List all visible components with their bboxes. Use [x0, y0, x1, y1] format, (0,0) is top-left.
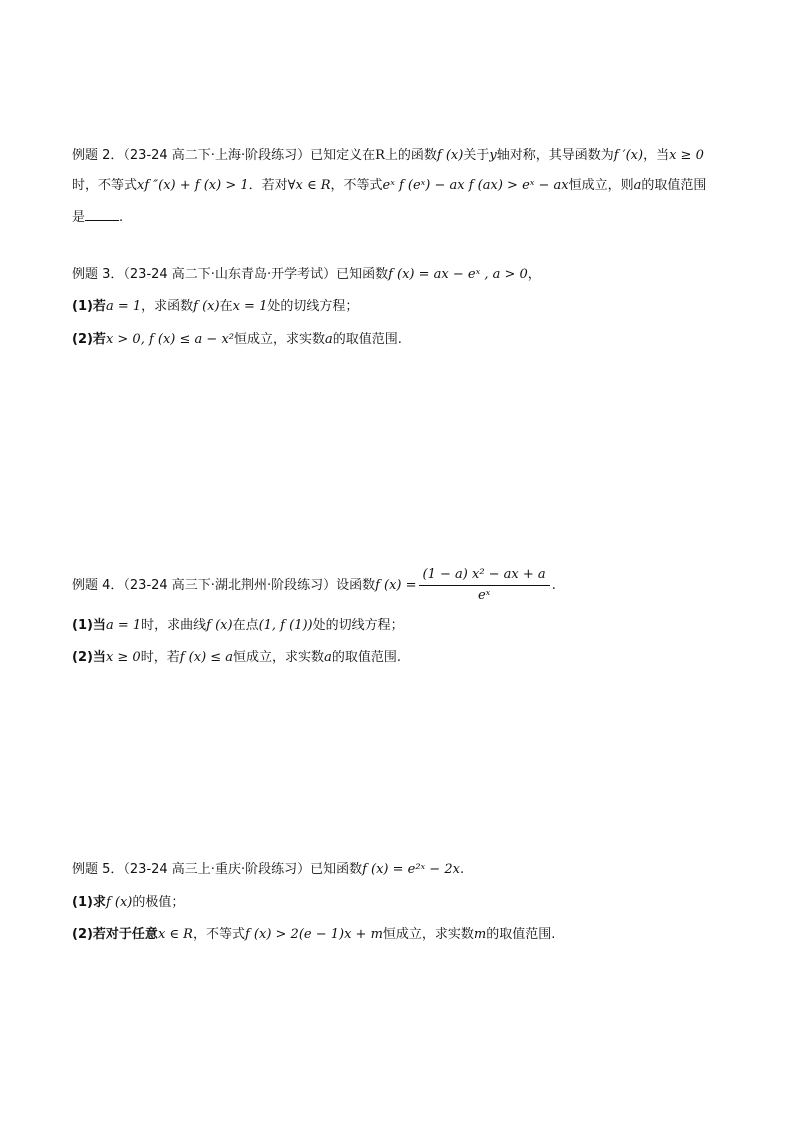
example-5-part-2: [72, 926, 555, 944]
math-inequality-2: eˣ f (eˣ) − ax f (ax) > eˣ − ax: [382, 178, 569, 193]
example-3-text: 恒成立，求实数: [234, 332, 326, 347]
example-4-text: 的取值范围.: [331, 650, 401, 665]
math-fx: f (x): [436, 148, 464, 163]
example-3-text: 处的切线方程；: [267, 299, 359, 314]
math-inequality: f (x) > 2(e − 1)x + m: [244, 927, 383, 942]
example-5-text: 的极值；: [132, 895, 185, 910]
example-2-text: 上的函数: [384, 148, 437, 163]
example-3-text: 的取值范围.: [332, 332, 402, 347]
math-m: m: [473, 927, 487, 942]
example-4-text: .: [551, 578, 556, 593]
fraction-numerator: (1 − a) x² − ax + a: [419, 567, 550, 586]
example-5-text: 恒成立，求实数: [382, 927, 474, 942]
example-5-text: 的取值范围.: [486, 927, 556, 942]
math-y: y: [489, 148, 497, 163]
example-5-text: ，不等式: [192, 927, 245, 942]
math-point: x = 1: [232, 299, 268, 314]
part-label: (1)若: [72, 299, 106, 314]
example-5-title: [72, 861, 464, 879]
math-fx: f (x) =: [375, 578, 417, 593]
example-2-line-1: [72, 147, 704, 165]
math-point: (1, f (1)): [258, 618, 313, 633]
math-a: a: [324, 650, 332, 665]
example-2-text: ，不等式: [330, 178, 383, 193]
math-forall: ∀x ∈ R: [287, 178, 331, 193]
math-inequality: f (x) ≤ a: [179, 650, 234, 665]
example-5-text: 例题 5．（23-24 高三上·重庆·阶段练习）已知函数: [72, 862, 363, 877]
math-a: a: [325, 332, 333, 347]
math-condition: a = 1: [105, 299, 142, 314]
example-4-text: 在点: [232, 618, 259, 633]
example-3-text: 在: [219, 299, 233, 314]
example-2-text: 恒成立，则: [568, 178, 634, 193]
example-3-part-2: [72, 331, 402, 349]
example-5-part-1: [72, 894, 184, 912]
example-3-text: ，求函数: [141, 299, 194, 314]
example-4-part-2: [72, 649, 401, 667]
example-2-text: ，当: [643, 148, 670, 163]
part-label: (1)求: [72, 895, 106, 910]
math-fx: f (x): [206, 618, 233, 633]
math-set-R: R: [375, 148, 385, 163]
math-condition: x ≥ 0: [669, 148, 704, 163]
example-4-part-1: [72, 617, 404, 635]
math-fx: f (x): [193, 299, 220, 314]
example-5-text: .: [459, 862, 465, 877]
example-2-text: .: [119, 210, 124, 225]
math-function: f (x) = e²ˣ − 2x: [362, 862, 460, 877]
part-label: (1)当: [72, 618, 106, 633]
example-2-text: 关于: [463, 148, 490, 163]
example-4-text: 处的切线方程；: [312, 618, 404, 633]
math-condition: x > 0, f (x) ≤ a − x²: [105, 332, 234, 347]
part-label: (2)若: [72, 332, 106, 347]
example-3-part-1: [72, 298, 358, 316]
example-2-text: 时，不等式: [72, 178, 138, 193]
math-condition: x ≥ 0: [105, 650, 141, 665]
math-condition: a = 1: [105, 618, 142, 633]
example-2-text: 轴对称，其导函数为: [496, 148, 614, 163]
math-inequality: xf ″(x) + f (x) > 1: [137, 178, 249, 193]
example-2-line-2: [72, 177, 706, 195]
example-4-text: 时，若: [140, 650, 180, 665]
part-label: (2)当: [72, 650, 106, 665]
math-derivative: f ′(x): [613, 148, 644, 163]
example-2-text: 的取值范围: [641, 178, 707, 193]
example-4-text: 例题 4．（23-24 高三下·湖北荆州·阶段练习）设函数: [72, 578, 376, 593]
math-function: f (x) = ax − eˣ , a > 0: [388, 267, 528, 282]
example-4-text: 时，求曲线: [141, 618, 207, 633]
math-a: a: [633, 178, 642, 193]
example-4-title: [72, 566, 556, 606]
part-label: (2)若对于任意: [72, 927, 158, 942]
example-2-line-3: [72, 208, 123, 227]
example-3-text: ，: [527, 267, 541, 282]
math-condition: x ∈ R: [157, 927, 193, 942]
fraction-denominator: eˣ: [477, 588, 491, 603]
example-2-text: 例题 2．（23-24 高二下·上海·阶段练习）已知定义在: [72, 148, 376, 163]
example-2-text: ．若对: [248, 178, 288, 193]
example-3-text: 例题 3．（23-24 高二下·山东青岛·开学考试）已知函数: [72, 267, 389, 282]
example-3-title: [72, 266, 541, 284]
math-fraction: [419, 567, 550, 604]
example-2-text: 是: [72, 210, 86, 225]
math-fx: f (x): [105, 895, 133, 910]
answer-blank: [85, 208, 119, 221]
example-4-text: 恒成立，求实数: [233, 650, 325, 665]
